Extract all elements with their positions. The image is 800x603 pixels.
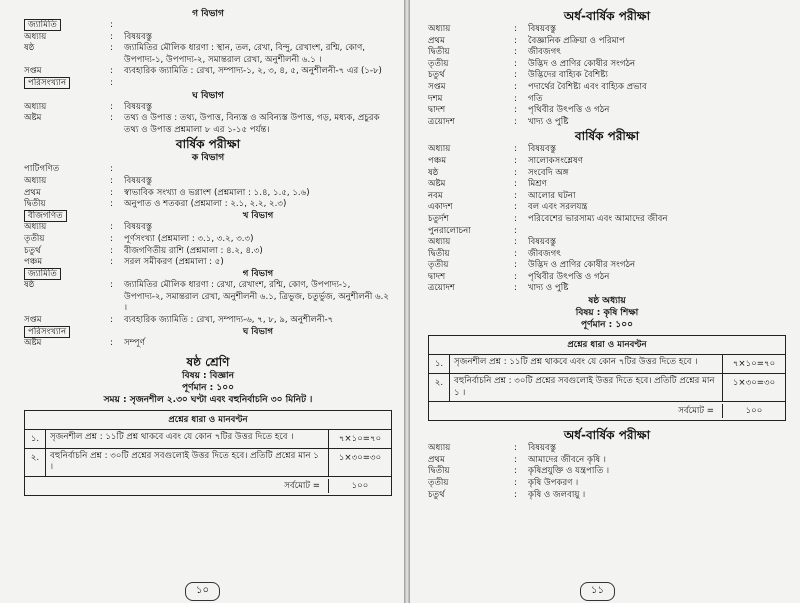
chapter-label-text: দশম	[428, 93, 443, 104]
chapter-label	[428, 59, 514, 71]
syllabus-list	[24, 20, 392, 90]
syllabus-row	[428, 478, 786, 490]
chapter-content: বিষয়বস্তু	[124, 101, 153, 112]
colon: :	[514, 466, 517, 477]
chapter-content: বিষয়বস্তু	[528, 24, 557, 34]
syllabus-row	[428, 168, 786, 180]
chapter-label	[428, 82, 514, 94]
chapter-label	[428, 490, 514, 502]
colon: :	[514, 155, 517, 166]
chapter-content: বিষয়বস্তু	[124, 175, 153, 186]
table-row	[429, 355, 785, 374]
syllabus-row	[428, 156, 786, 168]
section-heading: ক বিভাগ	[191, 153, 225, 164]
chapter-label	[428, 70, 514, 82]
syllabus-row	[428, 260, 786, 272]
chapter-label-text: চতুর্থ	[24, 245, 41, 256]
chapter-content: সম্পূর্ণ	[124, 338, 145, 349]
syllabus-row	[24, 20, 392, 32]
colon: :	[110, 257, 113, 268]
chapter-label	[24, 269, 110, 281]
chapter-label-text: প্রথম	[24, 187, 41, 198]
subject-title: বিষয় : কৃষি শিক্ষা	[575, 308, 639, 319]
chapter-content: উদ্ভিদ ও প্রাণির কোষীর সংগঠন	[528, 58, 636, 69]
chapter-label	[24, 43, 110, 66]
syllabus-row	[428, 249, 786, 261]
chapter-label	[428, 237, 514, 249]
syllabus-row	[24, 257, 392, 269]
colon: :	[110, 280, 113, 291]
table-title: প্রশ্নের ধারা ও মানবণ্টন	[429, 336, 785, 355]
marks-table	[24, 410, 392, 496]
colon: :	[514, 443, 517, 454]
chapter-label-text: অধ্যায়	[24, 31, 47, 42]
chapter-label-text: সপ্তম	[24, 315, 42, 326]
chapter-content: তথ্য ও উপাত্ত : তথ্য, উপাত্ত, বিন্যস্ত ও অবিন্যস্ত উপাত্ত, গড়, মধ্যক, প্রচুরক তথ্য ও উপাত্ত প্রশ্নমালা ৮ এর ১-১৫ পর্যন্ত।	[124, 113, 380, 135]
chapter-content	[124, 78, 392, 90]
chapter-label-text: ষষ্ঠ	[24, 43, 35, 54]
syllabus-row	[24, 246, 392, 258]
chapter-label	[428, 249, 514, 261]
colon: :	[514, 105, 517, 116]
colon: :	[110, 77, 113, 88]
table-body	[429, 355, 785, 402]
colon: :	[110, 315, 113, 326]
chapter-label	[428, 36, 514, 48]
colon: :	[514, 81, 517, 92]
chapter-label-text: নবম	[428, 190, 443, 201]
row-number: ১.	[429, 355, 450, 373]
chapter-label	[24, 102, 110, 114]
chapter-label	[24, 280, 110, 315]
syllabus-row	[428, 179, 786, 191]
syllabus-row	[428, 82, 786, 94]
chapter-label	[24, 246, 110, 258]
table-title: প্রশ্নের ধারা ও মানবণ্টন	[25, 411, 391, 430]
chapter-content: পৃথিবীর উৎপত্তি ও গঠন	[528, 105, 610, 116]
table-row	[429, 374, 785, 402]
syllabus-row	[24, 102, 392, 114]
time-info: সময় : সৃজনশীল ২.৩০ ঘণ্টা এবং বহুনির্বাচনি ৩০ মিনিট ।	[103, 394, 313, 405]
chapter-label-text: চতুর্থ	[428, 70, 445, 81]
chapter-content: পদার্থের বৈশিষ্ট্য এবং বাহ্যিক প্রভাব	[528, 81, 647, 92]
chapter-label	[24, 234, 110, 246]
class-title: ষষ্ঠ শ্রেণি	[186, 354, 230, 369]
syllabus-row	[24, 199, 392, 211]
chapter-label-text: প্রথম	[428, 35, 445, 46]
chapter-label-text: দ্বিতীয়	[428, 47, 450, 58]
row-number: ২.	[429, 374, 450, 401]
chapter-content: বিষয়বস্তু	[528, 443, 557, 454]
syllabus-row	[24, 222, 392, 234]
colon: :	[514, 202, 517, 213]
row-number: ১.	[25, 430, 46, 448]
chapter-content: স্বাভাবিক সংখ্যা ও ভগ্নাংশ (প্রশ্নমালা : ১.৪, ১.৫, ১.৬)	[124, 187, 310, 198]
colon: :	[110, 338, 113, 349]
chapter-content: খাদ্য ও পুষ্টি	[528, 116, 569, 127]
chapter-label	[24, 327, 110, 339]
syllabus-row	[428, 237, 786, 249]
chapter-label-text: অষ্টম	[24, 113, 42, 124]
syllabus-row	[24, 176, 392, 188]
chapter-label	[24, 199, 110, 211]
table-row	[25, 430, 391, 449]
chapter-label	[24, 32, 110, 44]
chapter-label	[428, 455, 514, 467]
syllabus-row	[24, 164, 392, 176]
chapter-label-text: জ্যামিতি	[24, 268, 61, 280]
colon: :	[110, 187, 113, 198]
syllabus-row	[428, 59, 786, 71]
syllabus-row	[24, 113, 392, 136]
chapter-content: জ্যামিতির মৌলিক ধারণা : রেখা, রেখাংশ, রশ্মি, কোণ, উপপাদ্য-১, উপপাদ্য-২, সমান্তরাল রেখা, অনুশীলনী ৬.১, ত্রিভুজ, চতুর্ভুজ, অনুশীলনী ৬.২ ।	[124, 280, 389, 314]
colon: :	[514, 237, 517, 248]
page-right	[410, 0, 800, 603]
colon	[110, 269, 124, 281]
chapter-label	[24, 222, 110, 234]
chapter-title: ষষ্ঠ অধ্যায়	[588, 296, 626, 307]
syllabus-list	[428, 443, 786, 501]
chapter-content: অনুপাত ও শতকরা (প্রশ্নমালা : ২.১, ২.২, ২.৩)	[124, 199, 287, 210]
chapter-label-text: সপ্তম	[24, 66, 42, 77]
syllabus-row	[428, 490, 786, 502]
colon: :	[514, 283, 517, 294]
colon: :	[514, 116, 517, 127]
syllabus-row	[428, 47, 786, 59]
chapter-label-text: তৃতীয়	[428, 478, 449, 489]
colon: :	[514, 93, 517, 104]
chapter-label-text: পরিসংখ্যান	[24, 77, 70, 89]
chapter-label	[24, 338, 110, 350]
chapter-label-text: পরিসংখ্যান	[24, 326, 70, 338]
colon: :	[514, 248, 517, 259]
row-number: ২.	[25, 449, 46, 476]
table-row	[25, 449, 391, 477]
chapter-content: আমাদের জীবনে কৃষি ।	[528, 454, 606, 465]
syllabus-row	[428, 191, 786, 203]
syllabus-list	[428, 144, 786, 295]
chapter-label	[428, 47, 514, 59]
chapter-label	[428, 168, 514, 180]
total-value: ১০০	[722, 404, 785, 418]
exam-title: অর্ধ-বার্ষিক পরীক্ষা	[563, 9, 651, 23]
chapter-label	[428, 260, 514, 272]
chapter-label-text: অষ্টম	[24, 338, 42, 349]
chapter-content: বিষয়বস্তু	[124, 222, 153, 233]
chapter-content: বীজগণিতীয় রাশি (প্রশ্নমালা : ৪.২, ৪.৩)	[124, 245, 263, 256]
colon: :	[110, 233, 113, 244]
chapter-label	[24, 78, 110, 90]
chapter-label-text: অধ্যায়	[428, 144, 451, 155]
chapter-label-text: পাটিগণিত	[24, 164, 60, 175]
colon: :	[110, 199, 113, 210]
chapter-content: ব্যবহারিক জ্যামিতি : রেখা, সম্পাদ্য-১, ২, ৩, ৪, ৫, অনুশীলনী-৭ এর (১-৮)	[124, 66, 382, 77]
colon: :	[110, 245, 113, 256]
chapter-content: সালোকসংশ্লেষণ	[528, 155, 583, 166]
chapter-content: গ বিভাগ	[242, 268, 274, 279]
chapter-content: কৃষিপ্রযুক্তি ও যন্ত্রপাতি ।	[528, 466, 610, 477]
colon: :	[514, 489, 517, 500]
colon: :	[110, 43, 113, 54]
chapter-label	[428, 156, 514, 168]
marks-formula: ১×৩০=৩০	[338, 452, 382, 463]
syllabus-row	[428, 202, 786, 214]
total-row	[25, 477, 391, 495]
chapter-label	[24, 176, 110, 188]
syllabus-row	[428, 283, 786, 295]
chapter-label-text: তৃতীয়	[24, 233, 45, 244]
marks-formula: ১×৩০=৩০	[732, 378, 776, 389]
chapter-label	[428, 202, 514, 214]
chapter-label-text: ত্রয়োদশ	[428, 116, 455, 127]
chapter-content	[528, 226, 786, 238]
total-label: সর্বমোট =	[678, 406, 714, 417]
chapter-content: আলোর ঘটনা	[528, 190, 576, 201]
chapter-label	[428, 466, 514, 478]
colon: :	[514, 225, 517, 236]
question-type: বহুনির্বাচনি প্রশ্ন : ৩০টি প্রশ্নের সবগুলোই উত্তর দিতে হবে। প্রতিটি প্রশ্নের মান ১ ।	[450, 374, 723, 401]
chapter-label	[428, 144, 514, 156]
chapter-label	[24, 211, 110, 223]
colon: :	[514, 144, 517, 155]
chapter-label-text: দ্বিতীয়	[428, 466, 450, 477]
chapter-content: উদ্ভিদ ও প্রাণির কোষীর সংগঠন	[528, 260, 636, 271]
chapter-content: গতি	[528, 93, 543, 104]
syllabus-row	[24, 234, 392, 246]
colon: :	[514, 190, 517, 201]
colon: :	[514, 167, 517, 178]
colon: :	[514, 47, 517, 58]
table-body	[25, 430, 391, 477]
total-label: সর্বমোট =	[284, 481, 320, 492]
colon: :	[514, 70, 517, 81]
colon: :	[110, 164, 113, 175]
chapter-label-text: পঞ্চম	[24, 257, 43, 268]
subject-title: বিষয় : বিজ্ঞান	[182, 370, 234, 381]
chapter-label-text: দ্বিতীয়	[24, 199, 46, 210]
chapter-label	[24, 188, 110, 200]
chapter-content: বিষয়বস্তু	[528, 237, 557, 248]
colon: :	[514, 179, 517, 190]
chapter-label	[24, 20, 110, 32]
chapter-label-text: অধ্যায়	[428, 24, 451, 34]
colon: :	[514, 271, 517, 282]
chapter-label	[428, 443, 514, 455]
chapter-label-text: অষ্টম	[428, 179, 446, 190]
chapter-content: জীবজগৎ	[528, 248, 561, 259]
section-heading: গ বিভাগ	[192, 9, 224, 19]
chapter-label-text: ষষ্ঠ	[428, 167, 439, 178]
full-marks: পূর্ণমান : ১০০	[182, 382, 234, 393]
syllabus-row	[428, 455, 786, 467]
chapter-label-text: পঞ্চম	[428, 155, 447, 166]
chapter-content: খ বিভাগ	[242, 210, 274, 221]
chapter-content: ব্যবহারিক জ্যামিতি : রেখা, সম্পাদ্য-৬, ৭, ৮, ৯, অনুশীলনী-৭	[124, 315, 334, 326]
syllabus-row	[428, 94, 786, 106]
syllabus-row	[24, 280, 392, 315]
chapter-label	[428, 94, 514, 106]
syllabus-row	[428, 144, 786, 156]
marks-formula: ৭×১০=৭০	[732, 359, 776, 370]
syllabus-row	[428, 105, 786, 117]
chapter-label-text: ষষ্ঠ	[24, 280, 35, 291]
colon: :	[514, 454, 517, 465]
colon: :	[110, 113, 113, 124]
full-marks: পূর্ণমান : ১০০	[581, 320, 633, 331]
chapter-content	[124, 164, 392, 176]
chapter-label-text: দ্বাদশ	[428, 271, 446, 282]
colon: :	[514, 260, 517, 271]
chapter-label	[428, 24, 514, 36]
syllabus-row	[428, 214, 786, 226]
chapter-label	[428, 226, 514, 238]
marks-table	[428, 335, 786, 421]
chapter-content: সরল সমীকরণ (প্রশ্নমালা : ৫)	[124, 257, 224, 268]
chapter-label-text: তৃতীয়	[428, 58, 449, 69]
chapter-label	[428, 117, 514, 129]
chapter-label	[428, 191, 514, 203]
chapter-label-text: বীজগণিত	[24, 210, 67, 222]
chapter-content: বিষয়বস্তু	[528, 144, 557, 155]
chapter-content	[124, 20, 392, 32]
chapter-label-text: চতুর্থ	[428, 489, 445, 500]
chapter-label-text: অধ্যায়	[24, 101, 47, 112]
chapter-content: পূর্ণসংখ্যা (প্রশ্নমালা : ৩.১, ৩.২, ৩.৩)	[124, 233, 254, 244]
chapter-content: বৈজ্ঞানিক প্রক্রিয়া ও পরিমাপ	[528, 35, 625, 46]
chapter-label	[428, 179, 514, 191]
page-number: ১১	[580, 582, 615, 601]
syllabus-row	[428, 226, 786, 238]
colon: :	[514, 58, 517, 69]
chapter-label	[24, 257, 110, 269]
page-number: ১০	[185, 582, 220, 601]
marks-formula: ৭×১০=৭০	[338, 433, 382, 444]
chapter-label-text: অধ্যায়	[428, 237, 451, 248]
total-row	[429, 402, 785, 420]
syllabus-row	[24, 78, 392, 90]
question-type: বহুনির্বাচনি প্রশ্ন : ৩০টি প্রশ্নের সবগুলোই উত্তর দিতে হবে। প্রতিটি প্রশ্নের মান ১ ।	[46, 449, 329, 476]
chapter-label-text: দ্বিতীয়	[428, 248, 450, 259]
chapter-content: খাদ্য ও পুষ্টি	[528, 283, 569, 294]
chapter-content: জ্যামিতির মৌলিক ধারণা : স্থান, তল, রেখা, বিন্দু, রেখাংশ, রশ্মি, কোণ, উপপাদ্য-১, উপপাদ্য-২, সমান্তরাল রেখা, অনুশীলনী ৬.১ ।	[124, 43, 366, 65]
syllabus-row	[24, 43, 392, 66]
chapter-label	[428, 478, 514, 490]
syllabus-row	[428, 466, 786, 478]
chapter-label	[24, 315, 110, 327]
syllabus-row	[24, 211, 392, 223]
chapter-label-text: সপ্তম	[428, 81, 446, 92]
chapter-label	[428, 272, 514, 284]
colon: :	[110, 175, 113, 186]
syllabus-list	[428, 24, 786, 128]
syllabus-list	[24, 102, 392, 137]
exam-title: বার্ষিক পরীক্ষা	[175, 137, 241, 152]
chapter-label-text: জ্যামিতি	[24, 19, 61, 31]
chapter-label-text: অধ্যায়	[428, 443, 451, 454]
colon: :	[110, 66, 113, 77]
syllabus-row	[24, 338, 392, 350]
exam-title: অর্ধ-বার্ষিক পরীক্ষা	[563, 428, 651, 443]
colon: :	[110, 20, 113, 30]
chapter-content: কৃষি উপকরণ ।	[528, 478, 579, 489]
chapter-label-text: চতুর্দশ	[428, 213, 449, 224]
colon: :	[110, 31, 113, 42]
chapter-label-text: প্রথম	[428, 454, 445, 465]
colon: :	[110, 101, 113, 112]
colon: :	[514, 35, 517, 46]
syllabus-row	[24, 66, 392, 78]
colon: :	[514, 24, 517, 34]
chapter-content: কৃষি ও জলবায়ু ।	[528, 489, 586, 500]
chapter-label	[428, 105, 514, 117]
chapter-label	[24, 113, 110, 136]
total-value: ১০০	[328, 479, 391, 493]
syllabus-row	[24, 32, 392, 44]
chapter-label	[24, 164, 110, 176]
chapter-content: সংবেদি অঙ্গ	[528, 167, 569, 178]
colon	[110, 327, 124, 339]
chapter-content: মিশ্রণ	[528, 179, 547, 190]
chapter-label-text: পুনরালোচনা	[428, 225, 471, 236]
section-heading: ঘ বিভাগ	[192, 90, 224, 101]
chapter-label-text: ত্রয়োদশ	[428, 283, 455, 294]
syllabus-row	[428, 36, 786, 48]
syllabus-row	[428, 272, 786, 284]
syllabus-row	[24, 188, 392, 200]
syllabus-row	[24, 315, 392, 327]
chapter-label	[428, 214, 514, 226]
exam-title: বার্ষিক পরীক্ষা	[574, 129, 640, 144]
colon: :	[110, 222, 113, 233]
colon	[110, 211, 124, 223]
chapter-content: উদ্ভিদের বাহ্যিক বৈশিষ্ট্য	[528, 70, 608, 81]
chapter-label-text: অধ্যায়	[24, 222, 47, 233]
question-type: সৃজনশীল প্রশ্ন : ১১টি প্রশ্ন থাকবে এবং যে কোন ৭টির উত্তর দিতে হবে ।	[450, 355, 723, 373]
syllabus-row	[428, 24, 786, 36]
chapter-label-text: দ্বাদশ	[428, 105, 446, 116]
chapter-content: বল এবং সরলযন্ত্র	[528, 202, 588, 213]
syllabus-row	[428, 443, 786, 455]
colon: :	[514, 478, 517, 489]
chapter-label-text: একাদশ	[428, 202, 453, 213]
question-type: সৃজনশীল প্রশ্ন : ১১টি প্রশ্ন থাকবে এবং যে কোন ৭টির উত্তর দিতে হবে ।	[46, 430, 329, 448]
chapter-label-text: অধ্যায়	[24, 175, 47, 186]
syllabus-row	[428, 70, 786, 82]
chapter-content: বিষয়বস্তু	[124, 31, 153, 42]
chapter-content: পরিবেশের ভারসাম্য এবং আমাদের জীবন	[528, 213, 668, 224]
chapter-content: ঘ বিভাগ	[242, 326, 274, 337]
chapter-content: পৃথিবীর উৎপত্তি ও গঠন	[528, 271, 610, 282]
syllabus-row	[24, 269, 392, 281]
syllabus-row	[24, 327, 392, 339]
chapter-label	[428, 283, 514, 295]
chapter-label-text: তৃতীয়	[428, 260, 449, 271]
syllabus-row	[428, 117, 786, 129]
colon: :	[514, 213, 517, 224]
syllabus-list	[24, 164, 392, 350]
chapter-content: জীবজগৎ	[528, 47, 561, 58]
